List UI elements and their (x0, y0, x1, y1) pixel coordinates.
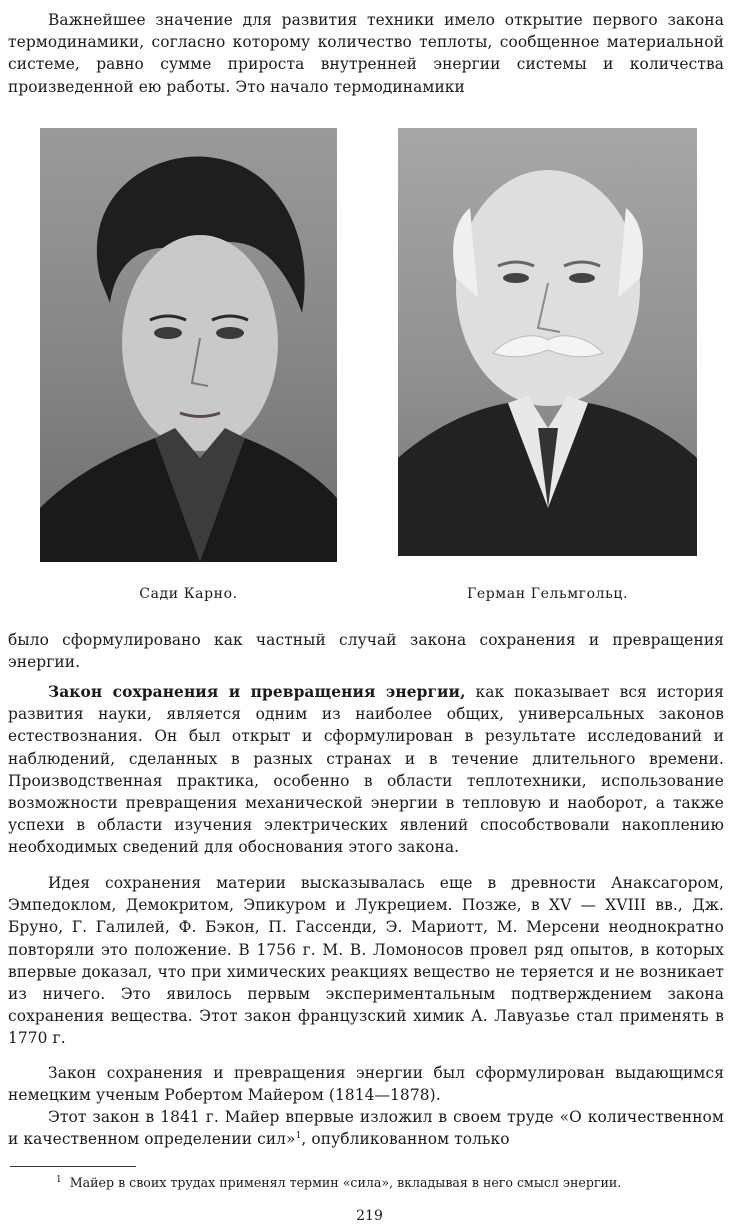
footnote-divider (10, 1166, 136, 1167)
portrait-hermann-helmholtz (398, 128, 697, 556)
mayer-paragraph-2 (8, 1106, 724, 1150)
portrait-carnot-image (40, 128, 337, 562)
caption-helmholtz: Герман Гельмгольц. (466, 586, 629, 602)
footnote-text: Майер в своих трудах применял термин «сила», вкладывая в него смысл энергии. (69, 1175, 622, 1190)
page-number: 219 (356, 1208, 383, 1224)
portrait-sadi-carnot (40, 128, 337, 562)
idea-paragraph: Идея сохранения материи высказывалась еще в древности Анаксагором, Эмпедоклом, Демокритом, Эпикуром и Лукрецием. Позже, в XV — XVIII вв., Дж. Бруно, Г. Галилей, Ф. Бэкон, П. Гассенди, Э. Мариотт, М. Мерсени неоднократно повторяли это положение. В 1756 г. М. В. Ломоносов провел ряд опытов, в которых впервые доказал, что при химических реакциях вещество не теряется и не возникает из ничего. Это явилось первым экспериментальным подтверждением закона сохранения вещества. Этот закон французский химик А. Лавуазье стал применять в 1770 г. (8, 874, 724, 1048)
mayer-paragraph-2-text-after: , опубликованном только (301, 1130, 510, 1149)
portrait-helmholtz-image (398, 128, 697, 556)
continuation-paragraph: было сформулировано как частный случай закона сохранения и превращения энергии. (8, 631, 724, 672)
law-term: Закон сохранения и превращения энергии, (48, 683, 466, 701)
footnote-marker: 1 (56, 1174, 62, 1185)
caption-carnot: Сади Карно. (139, 586, 238, 602)
intro-paragraph: Важнейшее значение для развития техники имело открытие первого закона термодинамики, согласно которому количество теплоты, сообщенное материальной системе, равно сумме прироста внутренней энергии системы и количества произведенной ею работы. Это начало термодинамики (8, 11, 724, 96)
mayer-paragraph-2-text: Этот закон в 1841 г. Майер впервые изложил в своем труде «О количественном и качественном определении сил» (8, 1108, 724, 1149)
law-paragraph (8, 681, 724, 859)
law-paragraph-text: как показывает вся история развития науки, является одним из наиболее общих, универсальных законов естествознания. Он был открыт и сформулирован в результате исследований и наблюдений, сделанных в разных странах и в течение длительного времени. Производственная практика, особенно в области теплотехники, использование возможности превращения механической энергии в тепловую и наоборот, а также успехи в области изучения электрических явлений способствовали накоплению необходимых сведений для обоснования этого закона. (8, 683, 724, 857)
footnote-reference: 1 (295, 1131, 302, 1142)
footnote (56, 1174, 732, 1192)
mayer-paragraph: Закон сохранения и превращения энергии был сформулирован выдающимся немецким ученым Робертом Майером (1814—1878). (8, 1064, 724, 1105)
